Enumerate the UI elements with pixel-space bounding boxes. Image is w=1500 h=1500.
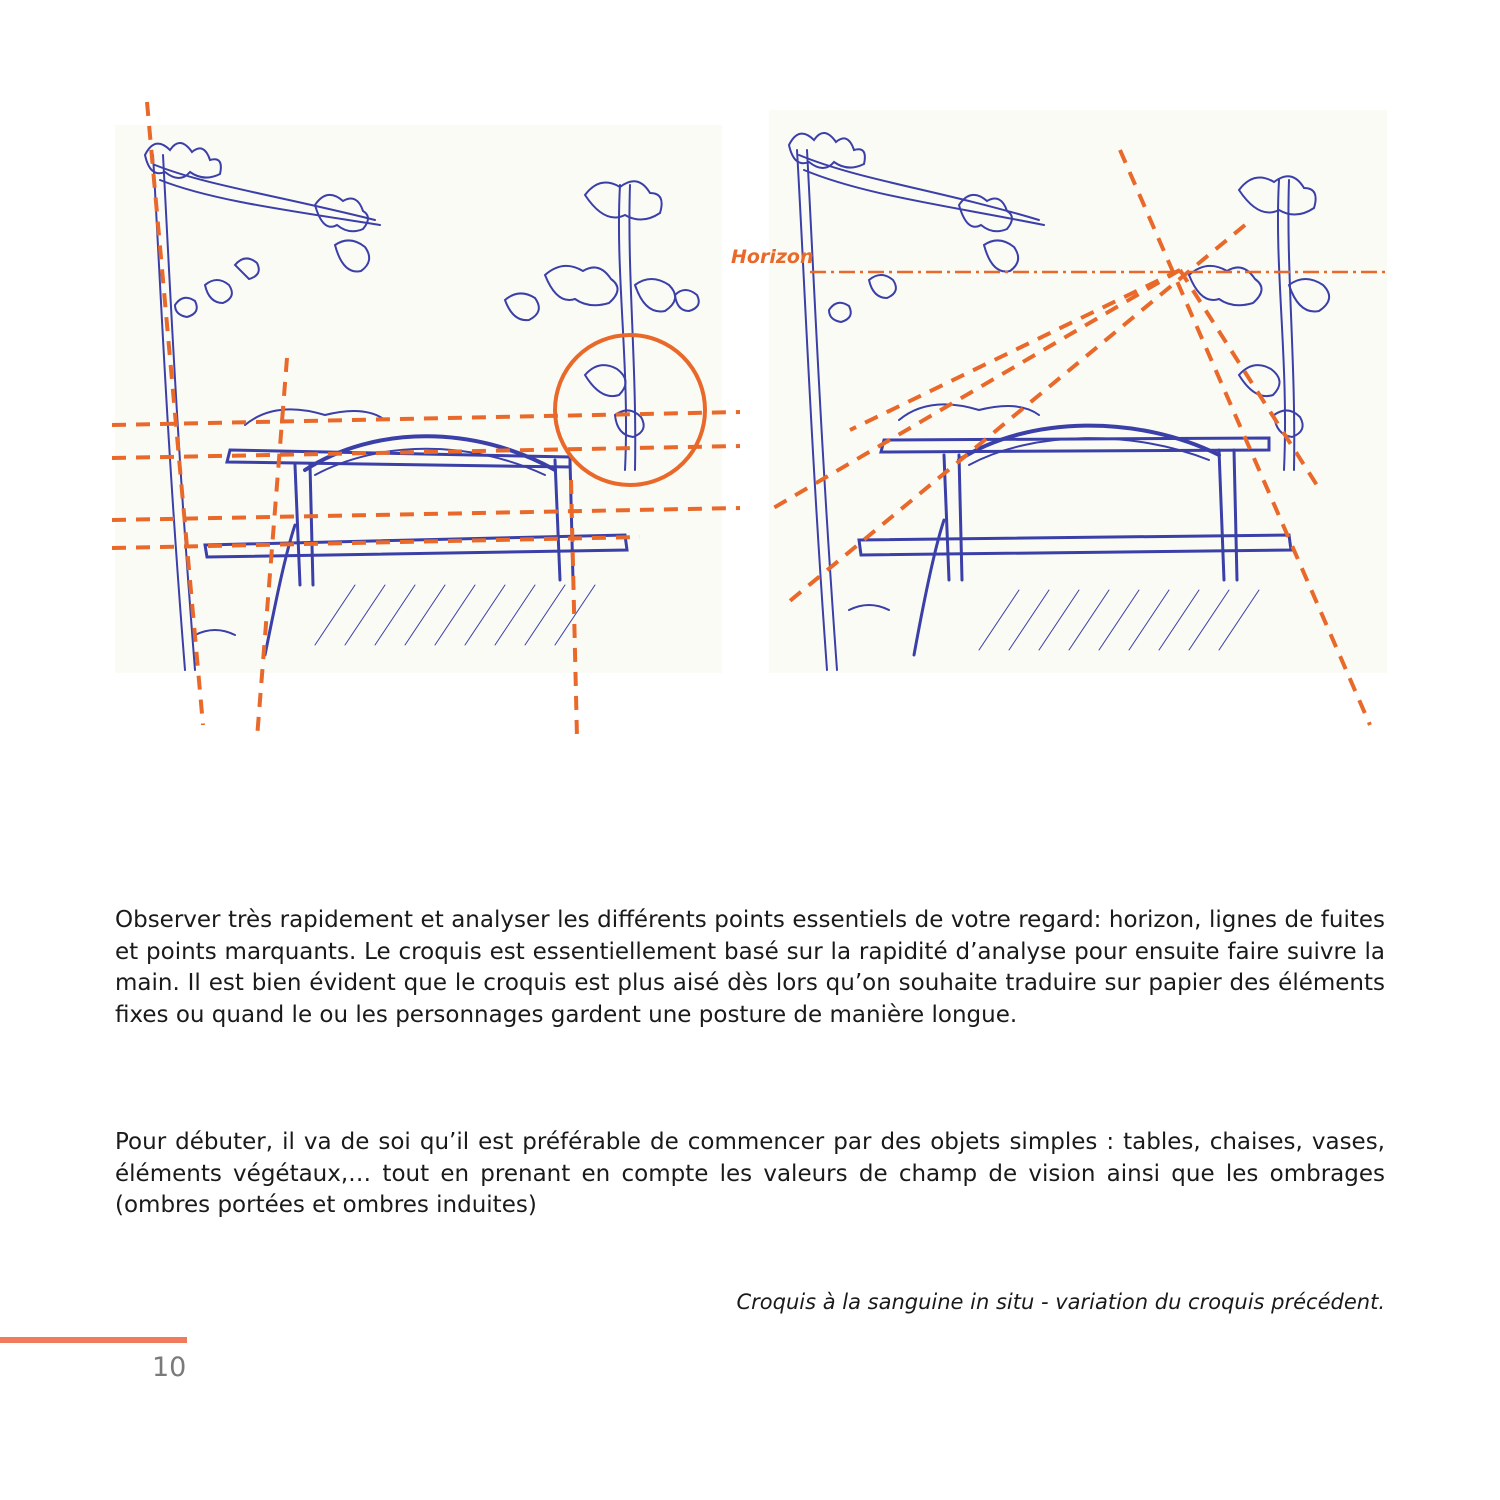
left-bench-sketch: [115, 125, 722, 673]
page-accent-bar: [0, 1337, 187, 1343]
body-paragraph: Pour débuter, il va de soi qu’il est préférable de commencer par des objets simples : tables, chaises, vases, éléments végétaux,… tout en prenant en compte les valeurs de champ de vision ainsi que les ombrages (ombres portées et ombres induites): [115, 1129, 1385, 1218]
page-number: 10: [152, 1352, 187, 1383]
bench-sketch-vanishing-lines-icon: [769, 110, 1387, 673]
bench-sketch-icon: [115, 125, 722, 673]
horizon-label: Horizon: [731, 246, 814, 268]
body-paragraph: Observer très rapidement et analyser les différents points essentiels de votre regard: horizon, lignes de fuites et points marquants. Le croquis est essentiellement basé sur la rapidité d’analyse pour ensuite faire suivre la main. Il est bien évident que le croquis est plus aisé dès lors qu’on souhaite traduire sur papier des éléments fixes ou quand le ou les personnages gardent une posture de manière longue.: [115, 907, 1385, 1028]
right-bench-sketch: [769, 110, 1387, 673]
figure-caption: Croquis à la sanguine in situ - variation du croquis précédent.: [736, 1290, 1385, 1314]
